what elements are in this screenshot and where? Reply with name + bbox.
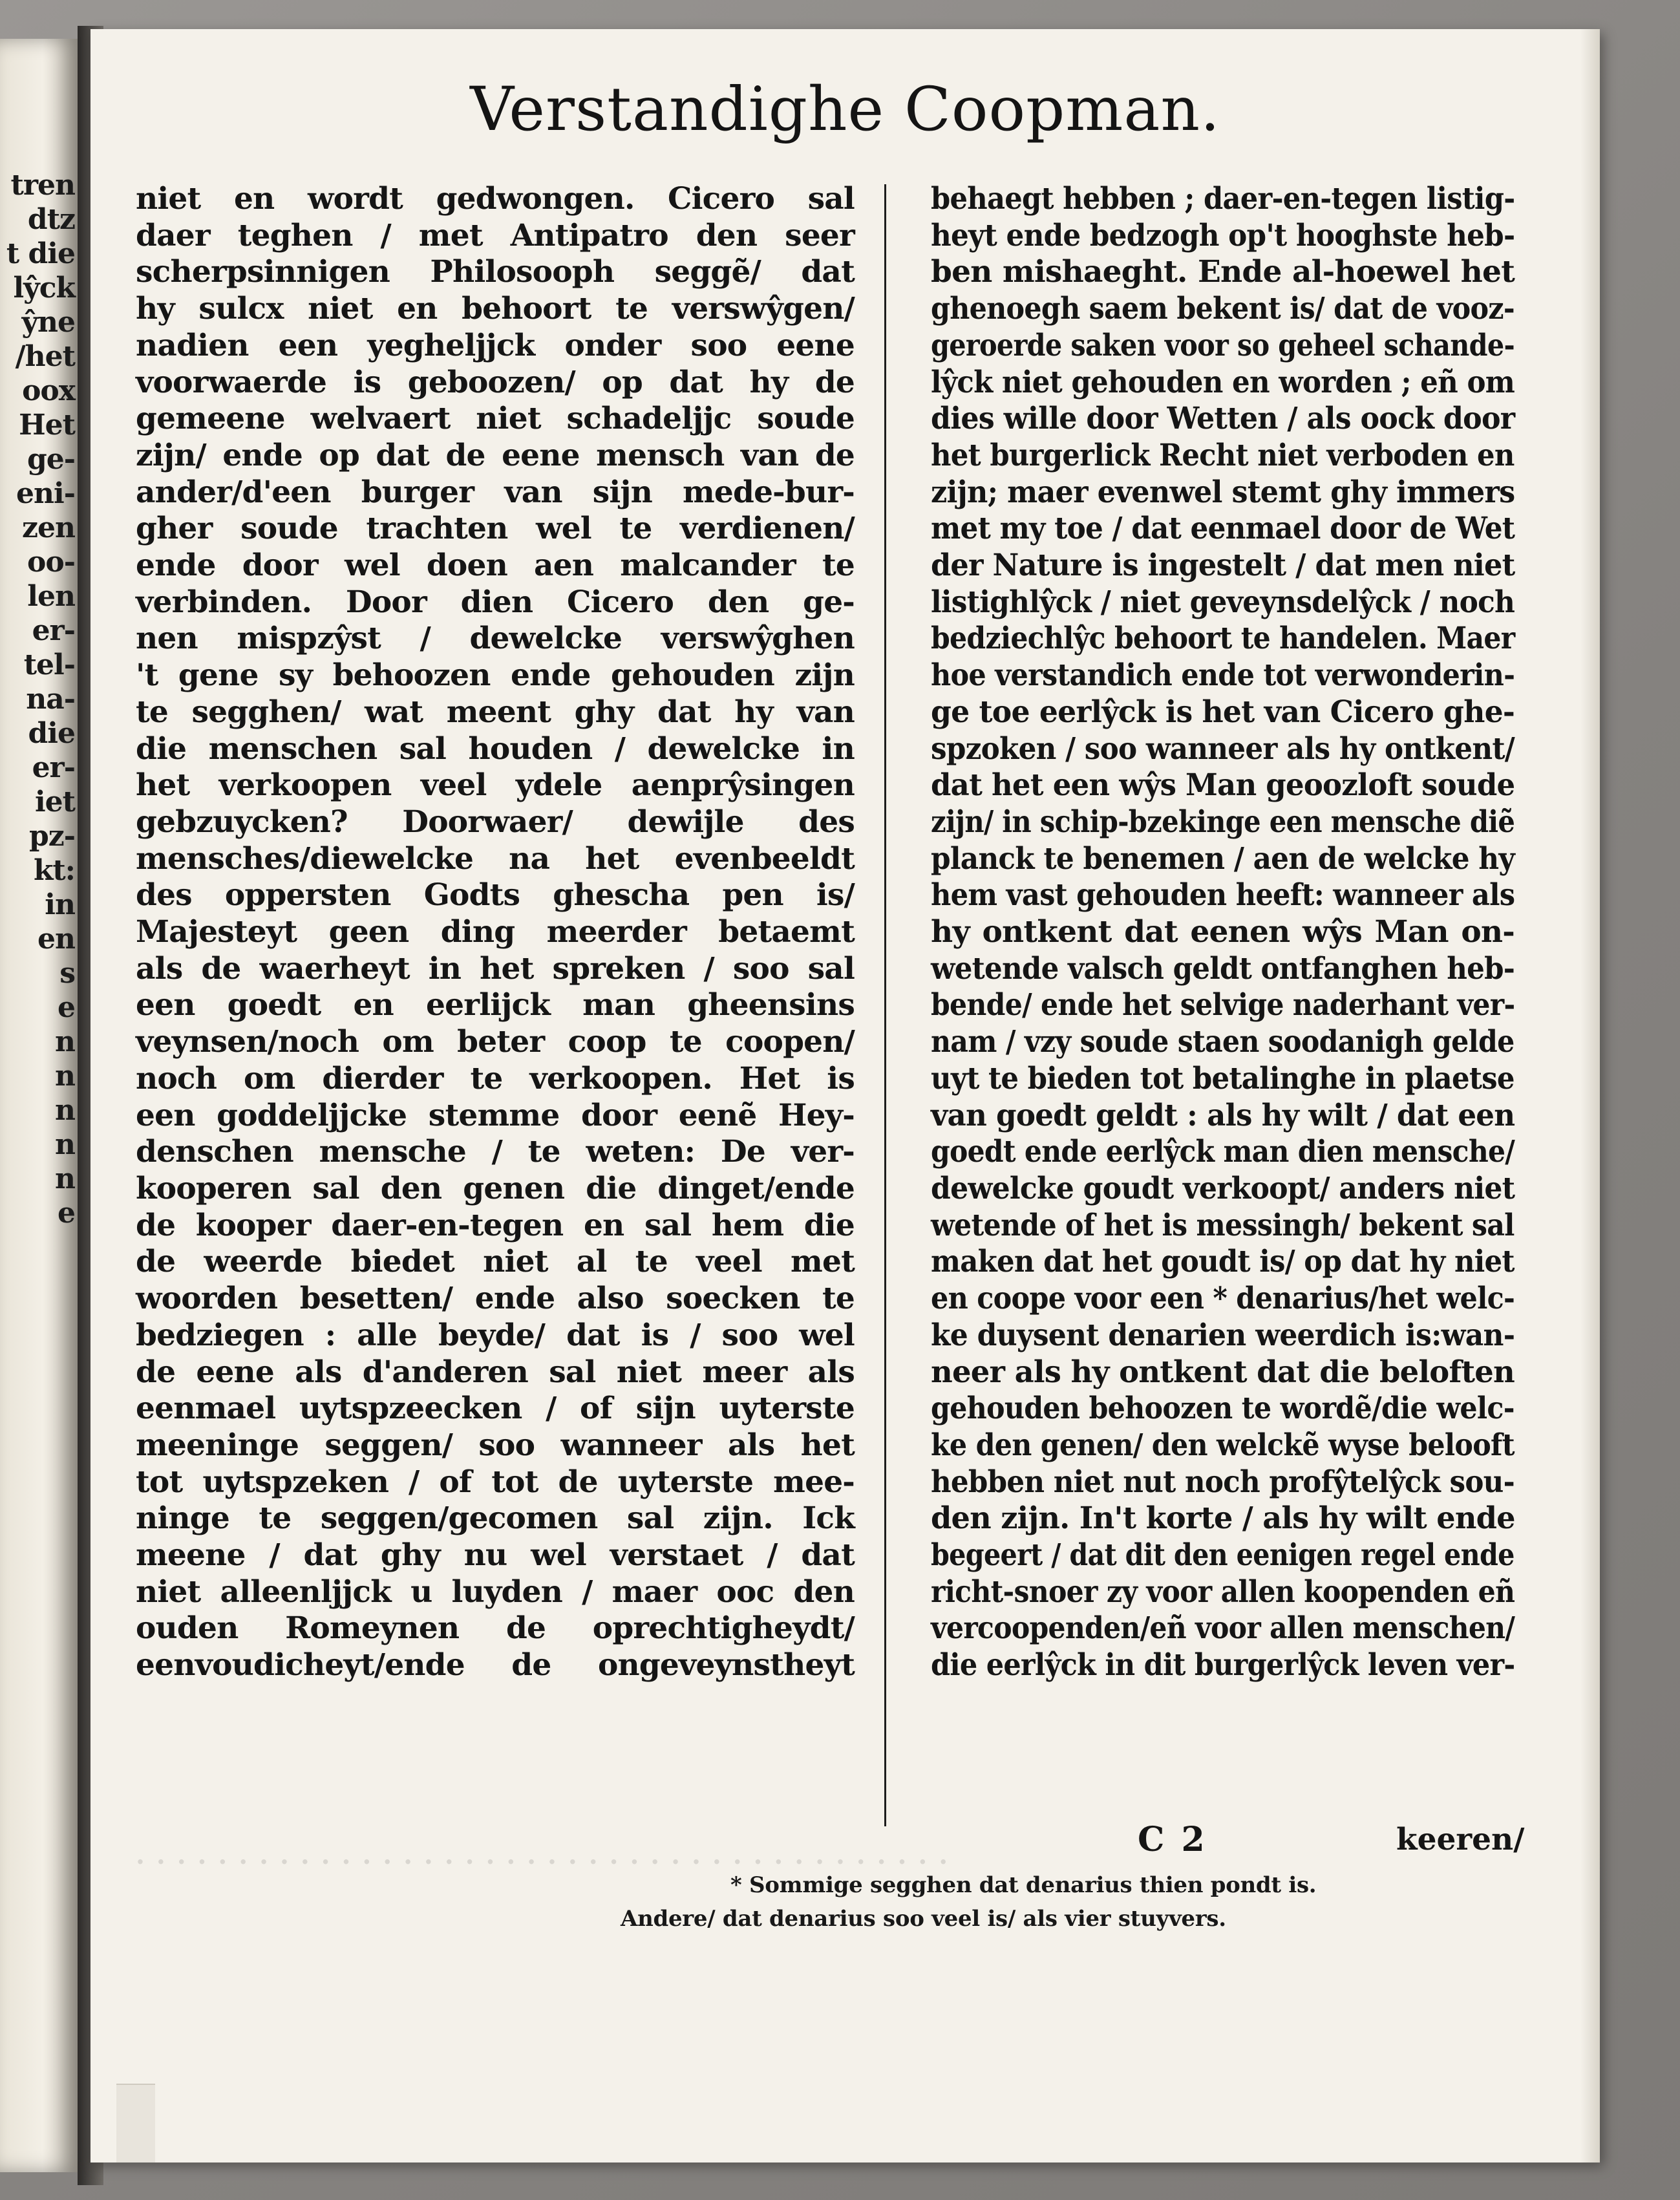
facing-page-fragment: eni- [16,477,75,510]
text-line: dewelcke goudt verkoopt/ anders niet [931,1170,1515,1206]
facing-page-fragment: n [55,1025,75,1058]
text-line: en coope voor een * denarius/het welc- [931,1281,1515,1317]
text-line: den zijn. In't korte / als hy wilt ende [931,1500,1515,1537]
text-line: eenvoudicheyt/ende de ongeveynstheyt [136,1647,855,1683]
text-line: hy ontkent dat eenen wŷs Man on- [931,914,1515,950]
facing-page-fragment: tel- [23,648,75,681]
text-line: ende door wel doen aen malcander te [136,548,855,584]
text-line: gemeene welvaert niet schadeljjc soude [136,401,855,437]
text-line: voorwaerde is geboozen/ op dat hy de [136,364,855,400]
text-line: te segghen/ wat meent ghy dat hy van [136,694,855,730]
text-line: nadien een yegheljjck onder soo eene [136,327,855,363]
facing-page-fragment: iet [34,785,75,818]
text-line: woorden besetten/ ende also soecken te [136,1281,855,1317]
text-line: hy sulcx niet en behoort te verswŷgen/ [136,291,855,327]
text-line: een goedt en eerlijck man gheensins [136,987,855,1023]
facing-page-fragment: lŷck [13,272,75,304]
text-line: spzoken / soo wanneer als hy ontkent/ [931,731,1515,767]
text-line: nen mispzŷst / dewelcke verswŷghen [136,621,855,657]
text-line: gehouden behoozen te wordẽ/die welc- [931,1391,1515,1427]
text-line: met my toe / dat eenmael door de Wet [931,511,1515,547]
facing-page-fragment: oo- [27,546,75,579]
text-line: goedt ende eerlŷck man dien mensche/ [931,1134,1515,1170]
facing-page-fragment: oox [22,374,75,407]
text-line: ander/d'een burger van sijn mede-bur- [136,474,855,510]
text-line: dies wille door Wetten / als oock door [931,401,1515,437]
text-line: geroerde saken voor so geheel schande- [931,327,1515,363]
facing-page-fragment: tren [10,169,75,202]
text-line: als de waerheyt in het spreken / soo sal [136,950,855,987]
facing-page-fragment: zen [22,511,75,544]
facing-page-fragment: in [45,888,75,921]
text-line: veynsen/noch om beter coop te coopen/ [136,1024,855,1060]
facing-page-fragment: n [55,1094,75,1127]
facing-page-fragment: en [37,923,75,956]
book-page [90,29,1600,2163]
text-line: de kooper daer-en-tegen en sal hem die [136,1207,855,1243]
text-line: 't gene sy behoozen ende gehouden zijn [136,657,855,694]
text-line: behaegt hebben ; daer-en-tegen listig- [931,181,1515,217]
text-line: scherpsinnigen Philosooph seggẽ/ dat [136,254,855,290]
facing-page-fragment: t die [6,237,75,270]
text-line: des oppersten Godts ghescha pen is/ [136,877,855,913]
text-column-left [136,181,855,1684]
text-line: hebben niet nut noch profŷtelŷck sou- [931,1464,1515,1500]
text-line: bedziechlŷc behoort te handelen. Maer [931,621,1515,657]
facing-page-fragment: s [59,957,75,990]
footnote-line: Andere/ dat denarius soo veel is/ als vier stuyvers. [621,1906,1226,1932]
text-line: niet alleenljjck u luyden / maer ooc den [136,1574,855,1610]
facing-page-fragment: er- [32,751,75,784]
signature-mark: C 2 [1138,1820,1207,1859]
text-line: gebzuycken? Doorwaer/ dewijle des [136,804,855,840]
text-line: wetende valsch geldt ontfanghen heb- [931,950,1515,987]
column-rule [884,184,886,1826]
facing-page-fragment: kt: [33,854,75,887]
text-line: het burgerlick Recht niet verboden en [931,437,1515,473]
facing-page-fragment: ŷne [21,306,75,339]
text-line: neer als hy ontkent dat die beloften [931,1354,1515,1390]
facing-page-fragment: er- [32,614,75,647]
text-line: eenmael uytspzeecken / of sijn uyterste [136,1391,855,1427]
footnote-line: * Sommige segghen dat denarius thien pondt is. [730,1872,1317,1898]
text-line: der Nature is ingestelt / dat men niet [931,548,1515,584]
text-line: gher soude trachten wel te verdienen/ [136,511,855,547]
text-line: ben mishaeght. Ende al-hoewel het [931,254,1515,290]
text-line: die eerlŷck in dit burgerlŷck leven ver- [931,1647,1515,1683]
text-line: meeninge seggen/ soo wanneer als het [136,1427,855,1463]
text-line: verbinden. Door dien Cicero den ge- [136,584,855,620]
facing-page-left [0,39,78,2172]
text-line: nam / vzy soude staen soodanigh gelde [931,1024,1515,1060]
text-line: ouden Romeynen de oprechtigheydt/ [136,1610,855,1647]
text-line: zijn/ in schip-bzekinge een mensche diẽ [931,804,1515,840]
text-line: bende/ ende het selvige naderhant ver- [931,987,1515,1023]
text-line: ke duysent denarien weerdich is:wan- [931,1317,1515,1353]
text-line: tot uytspzeken / of tot de uyterste mee- [136,1464,855,1500]
facing-page-fragment: die [28,717,75,750]
text-line: listighlŷck / niet geveynsdelŷck / noch [931,584,1515,620]
text-line: daer teghen / met Antipatro den seer [136,217,855,253]
text-line: Majesteyt geen ding meerder betaemt [136,914,855,950]
facing-page-fragment: len [27,580,75,613]
facing-page-fragment: /het [15,340,75,373]
text-line: hem vast gehouden heeft: wanneer als [931,877,1515,913]
facing-page-fragment: e [58,1197,75,1230]
facing-page-fragment: Het [19,409,75,442]
facing-page-fragment: na- [26,683,75,716]
text-line: ghenoegh saem bekent is/ dat de vooz- [931,291,1515,327]
page-edge [1580,29,1600,2163]
text-line: van goedt geldt : als hy wilt / dat een [931,1097,1515,1133]
page-tab [116,2084,155,2163]
text-line: planck te benemen / aen de welcke hy [931,840,1515,877]
text-line: ke den genen/ den welckẽ wyse belooft [931,1427,1515,1463]
text-line: ninge te seggen/gecomen sal zijn. Ick [136,1500,855,1537]
text-line: kooperen sal den genen die dinget/ende [136,1170,855,1206]
facing-page-fragment: n [55,1162,75,1195]
facing-page-fragment: n [55,1128,75,1161]
facing-page-fragment: ge- [27,443,75,476]
text-line: hoe verstandich ende tot verwonderin- [931,657,1515,694]
footnote [621,1868,1461,1936]
text-line: meene / dat ghy nu wel verstaet / dat [136,1537,855,1574]
facing-page-fragment: e [58,991,75,1024]
facing-page-text [4,168,75,1230]
text-line: noch om dierder te verkoopen. Het is [136,1060,855,1096]
show-through-text: · · · · · · · · · · · · · · · · · · · · · · · · · · · · · · · · · · · · · · · · [136,1847,950,1877]
catchword: keeren/ [1396,1822,1525,1857]
text-line: richt-snoer zy voor allen koopenden eñ [931,1574,1515,1610]
text-line: lŷck niet gehouden en worden ; eñ om [931,364,1515,400]
running-head: Verstandighe Coopman. [470,74,1220,145]
text-line: niet en wordt gedwongen. Cicero sal [136,181,855,217]
text-line: een goddeljjcke stemme door eenẽ Hey- [136,1097,855,1133]
text-line: het verkoopen veel ydele aenprŷsingen [136,767,855,804]
text-line: maken dat het goudt is/ op dat hy niet [931,1244,1515,1280]
text-line: denschen mensche / te weten: De ver- [136,1134,855,1170]
text-line: mensches/diewelcke na het evenbeeldt [136,840,855,877]
text-line: dat het een wŷs Man geoozloft soude [931,767,1515,804]
text-line: begeert / dat dit den eenigen regel ende [931,1537,1515,1574]
text-line: bedziegen : alle beyde/ dat is / soo wel [136,1317,855,1353]
text-column-right [931,181,1515,1684]
text-line: de eene als d'anderen sal niet meer als [136,1354,855,1390]
text-line: vercoopenden/eñ voor allen menschen/ [931,1610,1515,1647]
text-line: zijn/ ende op dat de eene mensch van de [136,437,855,473]
text-line: zijn; maer evenwel stemt ghy immers [931,474,1515,510]
text-line: ge toe eerlŷck is het van Cicero ghe- [931,694,1515,730]
text-line: die menschen sal houden / dewelcke in [136,731,855,767]
facing-page-fragment: pz- [28,820,75,853]
facing-page-fragment: dtz [27,203,75,236]
text-line: de weerde biedet niet al te veel met [136,1244,855,1280]
facing-page-fragment: n [55,1060,75,1093]
text-line: uyt te bieden tot betalinghe in plaetse [931,1060,1515,1096]
text-line: wetende of het is messingh/ bekent sal [931,1207,1515,1243]
text-line: heyt ende bedzogh op't hooghste heb- [931,217,1515,253]
